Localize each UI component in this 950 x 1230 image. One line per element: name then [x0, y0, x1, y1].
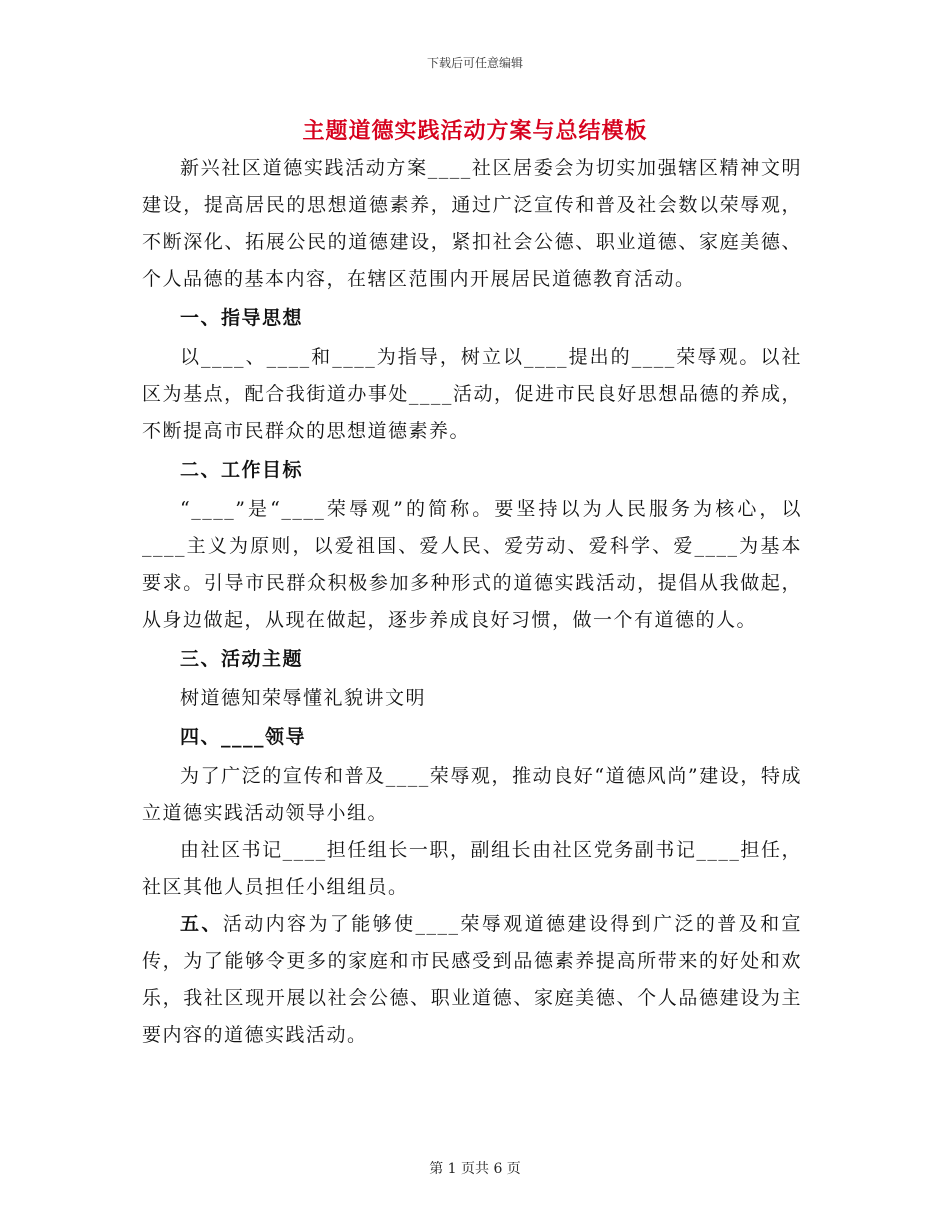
document-title: 主题道德实践活动方案与总结模板	[302, 118, 648, 144]
document-body	[142, 150, 802, 1054]
section-1-body: 以____、____和____为指导，树立以____提出的____荣辱观。以社区为基点，配合我街道办事处____活动，促进市民良好思想品德的养成，不断提高市民群众的思想道德素养。	[142, 346, 802, 442]
section-4-body-2: 由社区书记____担任组长一职，副组长由社区党务副书记____担任，社区其他人员担任小组组员。	[142, 839, 802, 898]
section-3-body: 树道德知荣辱懂礼貌讲文明	[180, 687, 427, 709]
section-5-paragraph	[142, 906, 802, 1054]
section-1-heading: 一、指导思想	[180, 307, 304, 329]
section-2-heading: 二、工作目标	[180, 459, 304, 481]
section-4-body-1: 为了广泛的宣传和普及____荣辱观，推动良好“道德风尚”建设，特成立道德实践活动领导小组。	[142, 765, 802, 824]
intro-paragraph: 新兴社区道德实践活动方案____社区居委会为切实加强辖区精神文明建设，提高居民的思想道德素养，通过广泛宣传和普及社会数以荣辱观，不断深化、拓展公民的道德建设，紧扣社会公德、职业道德、家庭美德、个人品德的基本内容，在辖区范围内开展居民道德教育活动。	[142, 157, 802, 290]
page-number: 第 1 页共 6 页	[429, 1161, 521, 1177]
section-5-lead: 五、	[180, 913, 223, 935]
header-note: 下载后可任意编辑	[426, 56, 523, 70]
section-4-heading: 四、____领导	[180, 726, 307, 748]
section-2-body: “____”是“____荣辱观”的简称。要坚持以为人民服务为核心，以____主义为原则，以爱祖国、爱人民、爱劳动、爱科学、爱____为基本要求。引导市民群众积极参加多种形式的道德实践活动，提倡从我做起，从身边做起，从现在做起，逐步养成良好习惯，做一个有道德的人。	[142, 498, 802, 631]
section-3-heading: 三、活动主题	[180, 648, 304, 670]
section-5-body: 活动内容为了能够使____荣辱观道德建设得到广泛的普及和宣传，为了能够令更多的家庭和市民感受到品德素养提高所带来的好处和欢乐，我社区现开展以社会公德、职业道德、家庭美德、个人品德建设为主要内容的道德实践活动。	[142, 913, 802, 1046]
